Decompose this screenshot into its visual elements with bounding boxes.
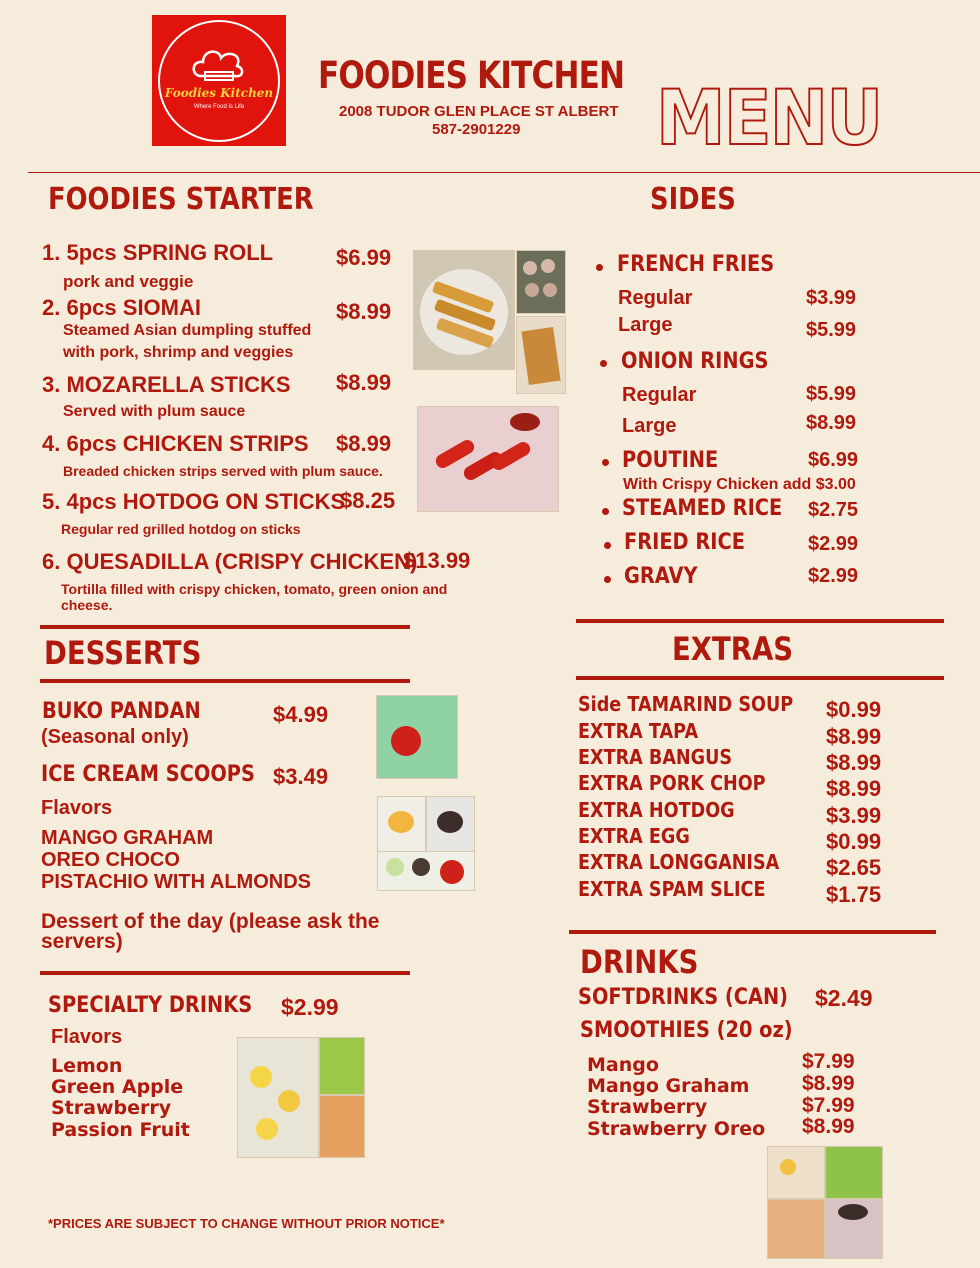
item-name: QUESADILLA (CRISPY CHICKEN): [66, 549, 418, 574]
drinks-top-rule: [569, 930, 936, 934]
logo-tagline: Where Food is Life: [193, 104, 245, 110]
item-qty: 6pcs: [66, 431, 117, 456]
passion-fruit-photo: [319, 1095, 365, 1158]
side-or-large-price: $8.99: [806, 412, 857, 434]
extras-title: EXTRAS: [672, 630, 794, 668]
specialty-top-rule: [40, 971, 410, 975]
starter-desc-4: Breaded chicken strips served with plum sauce.: [63, 463, 383, 479]
bullet-icon: [602, 508, 609, 515]
desserts-title: DESSERTS: [44, 634, 202, 672]
side-poutine: POUTINE: [622, 448, 719, 473]
extra-price: $8.99: [826, 724, 882, 749]
side-or-regular-price: $5.99: [806, 383, 857, 405]
spring-roll-photo: [413, 250, 515, 370]
specialty-title: SPECIALTY DRINKS: [48, 993, 253, 1018]
item-qty: 5pcs: [66, 240, 117, 265]
extra-price: $8.99: [826, 776, 882, 801]
extra-price: $1.75: [826, 882, 882, 907]
smoothie-item: Strawberry Oreo: [587, 1118, 766, 1140]
extras-top-rule: [576, 619, 944, 623]
green-apple-photo: [319, 1037, 365, 1095]
desserts-bottom-rule: [40, 679, 410, 683]
icecream-photo-3: [377, 851, 475, 891]
starter-price-6: $13.99: [403, 548, 471, 573]
bullet-icon: [602, 459, 609, 466]
item-name: HOTDOG ON STICKS: [122, 489, 346, 514]
dessert-flavor-3: PISTACHIO WITH ALMONDS: [41, 871, 311, 893]
side-ff-regular: Regular: [618, 287, 693, 309]
starter-price-5: $8.25: [340, 488, 396, 513]
starter-item-2: [42, 295, 201, 321]
bullet-icon: [600, 360, 607, 367]
sides-title: SIDES: [650, 182, 736, 217]
item-name: SPRING ROLL: [122, 240, 274, 265]
side-ff-regular-price: $3.99: [806, 287, 857, 309]
specialty-flavor-4: Passion Fruit: [51, 1119, 190, 1141]
item-name: SIOMAI: [122, 295, 201, 320]
specialty-flavor-1: Lemon: [51, 1055, 123, 1077]
item-name: MOZARELLA STICKS: [66, 372, 291, 397]
item-number: 2.: [42, 295, 61, 320]
extras-bottom-rule: [576, 676, 944, 680]
smoothie-item: Strawberry: [587, 1096, 708, 1118]
starter-price-2: $8.99: [336, 299, 392, 324]
item-number: 6.: [42, 549, 61, 574]
side-french-fries: FRENCH FRIES: [617, 252, 775, 277]
extra-item: Side TAMARIND SOUP: [578, 692, 794, 716]
drinks-softdrinks: SOFTDRINKS (CAN): [578, 985, 789, 1010]
hotdog-photo: [417, 406, 559, 512]
starter-item-1: [42, 240, 273, 266]
smoothie-photo-4: [825, 1199, 883, 1259]
icecream-photo-2: [426, 796, 475, 852]
menu-word: MENU: [656, 73, 882, 162]
desserts-top-rule: [40, 625, 410, 629]
side-ff-large: Large: [618, 314, 673, 336]
dessert-icecream: ICE CREAM SCOOPS: [41, 762, 255, 787]
extra-item: EXTRA TAPA: [578, 719, 699, 743]
item-name: CHICKEN STRIPS: [122, 431, 309, 456]
logo-text: Foodies Kitchen: [164, 86, 274, 100]
side-or-large: Large: [622, 415, 677, 437]
starter-item-4: [42, 431, 309, 457]
bullet-icon: [604, 576, 611, 583]
smoothie-price: $8.99: [802, 1115, 855, 1138]
side-poutine-note: With Crispy Chicken add $3.00: [623, 476, 856, 493]
starter-item-3: [42, 372, 291, 398]
lemonade-photo: [237, 1037, 319, 1158]
starter-price-3: $8.99: [336, 370, 392, 395]
extra-item: EXTRA EGG: [578, 824, 690, 848]
bullet-icon: [604, 542, 611, 549]
side-fried-rice-price: $2.99: [808, 533, 859, 555]
drinks-smoothies: SMOOTHIES (20 oz): [580, 1018, 793, 1043]
starter-item-5: [42, 489, 345, 515]
dessert-flavor-1: MANGO GRAHAM: [41, 827, 214, 849]
extra-price: $0.99: [826, 829, 882, 854]
item-qty: 6pcs: [66, 295, 117, 320]
smoothie-photo-1: [767, 1146, 825, 1199]
specialty-flavor-3: Strawberry: [51, 1097, 172, 1119]
drinks-softdrinks-price: $2.49: [815, 985, 873, 1011]
header-divider: [28, 172, 980, 173]
side-ff-large-price: $5.99: [806, 319, 857, 341]
item-number: 1.: [42, 240, 61, 265]
side-steamed-rice-price: $2.75: [808, 499, 859, 521]
extra-price: $2.65: [826, 855, 882, 880]
smoothie-price: $7.99: [802, 1094, 855, 1117]
quesadilla-photo: [516, 316, 566, 394]
specialty-flavors-label: Flavors: [51, 1026, 123, 1048]
phone: 587-2901229: [432, 121, 521, 138]
dessert-buko-price: $4.99: [273, 702, 329, 727]
bullet-icon: [596, 264, 603, 271]
extra-item: EXTRA HOTDOG: [578, 798, 735, 822]
extra-price: $0.99: [826, 697, 882, 722]
dessert-icecream-price: $3.49: [273, 764, 329, 789]
starter-title: FOODIES STARTER: [48, 182, 314, 217]
extra-item: EXTRA PORK CHOP: [578, 771, 766, 795]
extra-item: EXTRA SPAM SLICE: [578, 877, 766, 901]
address: 2008 TUDOR GLEN PLACE ST ALBERT: [339, 103, 619, 120]
specialty-price: $2.99: [281, 994, 339, 1020]
buko-pandan-photo: [376, 695, 458, 779]
icecream-photo-1: [377, 796, 426, 852]
dessert-buko: BUKO PANDAN: [42, 699, 201, 724]
starter-desc-2b: with pork, shrimp and veggies: [63, 344, 294, 361]
smoothie-item: Mango Graham: [587, 1075, 750, 1097]
side-poutine-price: $6.99: [808, 449, 859, 471]
dessert-of-the-day-2: servers): [41, 930, 123, 953]
side-fried-rice: FRIED RICE: [624, 530, 745, 555]
chef-hat-icon: [189, 46, 249, 82]
item-number: 4.: [42, 431, 61, 456]
side-gravy-price: $2.99: [808, 565, 859, 587]
item-qty: 4pcs: [66, 489, 117, 514]
extra-price: $8.99: [826, 750, 882, 775]
side-or-regular: Regular: [622, 384, 697, 406]
dessert-flavor-2: OREO CHOCO: [41, 849, 180, 871]
starter-item-6: [42, 549, 417, 575]
starter-price-4: $8.99: [336, 431, 392, 456]
starter-price-1: $6.99: [336, 245, 392, 270]
side-onion-rings: ONION RINGS: [621, 349, 769, 374]
smoothie-price: $7.99: [802, 1050, 855, 1073]
extra-item: EXTRA BANGUS: [578, 745, 733, 769]
starter-desc-3: Served with plum sauce: [63, 403, 246, 420]
drinks-title: DRINKS: [580, 943, 699, 981]
siomai-photo: [516, 250, 566, 314]
smoothie-photo-3: [767, 1199, 825, 1259]
starter-desc-2: Steamed Asian dumpling stuffed: [63, 322, 312, 339]
extra-item: EXTRA LONGGANISA: [578, 850, 780, 874]
item-number: 3.: [42, 372, 61, 397]
starter-desc-5: Regular red grilled hotdog on sticks: [61, 521, 301, 537]
item-number: 5.: [42, 489, 61, 514]
starter-desc-6: Tortilla filled with crispy chicken, tomato, green onion and: [61, 581, 448, 597]
logo-circle: [158, 20, 280, 142]
side-steamed-rice: STEAMED RICE: [622, 496, 783, 521]
price-notice: *PRICES ARE SUBJECT TO CHANGE WITHOUT PRIOR NOTICE*: [48, 1216, 445, 1231]
smoothie-price: $8.99: [802, 1072, 855, 1095]
logo: [152, 15, 286, 146]
dessert-of-the-day: Dessert of the day (please ask the: [41, 910, 380, 933]
dessert-flavors-label: Flavors: [41, 797, 113, 819]
extra-price: $3.99: [826, 803, 882, 828]
smoothie-photo-2: [825, 1146, 883, 1199]
restaurant-name: FOODIES KITCHEN: [318, 54, 625, 97]
specialty-flavor-2: Green Apple: [51, 1076, 184, 1098]
starter-desc-6b: cheese.: [61, 597, 113, 613]
side-gravy: GRAVY: [624, 564, 698, 589]
dessert-buko-note: (Seasonal only): [41, 726, 189, 748]
smoothie-item: Mango: [587, 1054, 659, 1076]
starter-desc-1: pork and veggie: [63, 272, 194, 291]
